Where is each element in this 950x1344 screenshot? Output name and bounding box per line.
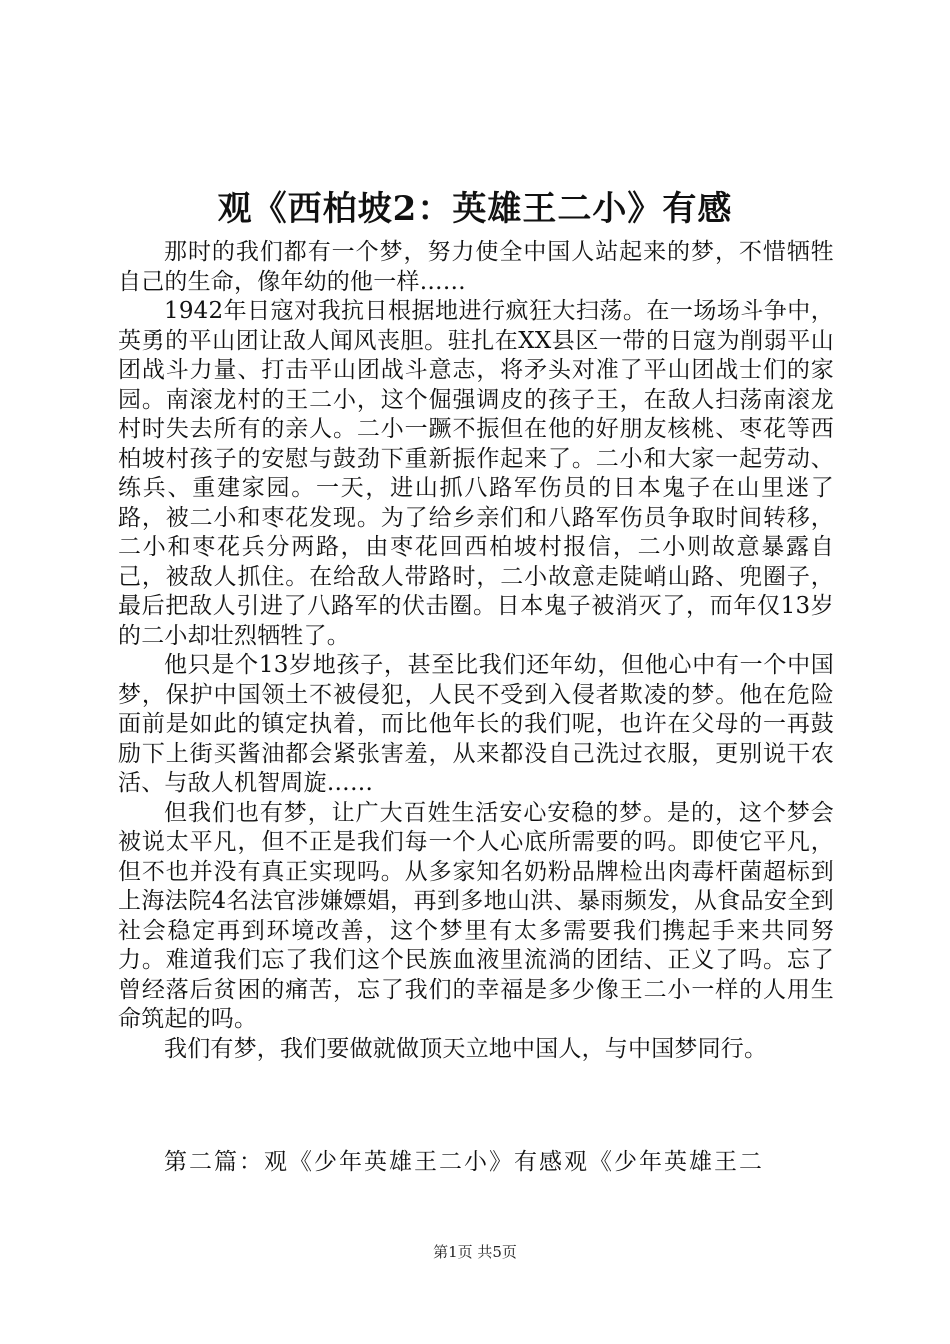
paragraph-4: 但我们也有梦，让广大百姓生活安心安稳的梦。是的，这个梦会被说太平凡，但不正是我们每一个人心底所需要的吗。即使它平凡，但不也并没有真正实现吗。从多家知名奶粉品牌检出肉毒杆菌超标到上海法院4名法官涉嫌嫖娼，再到多地山洪、暴雨频发，从食品安全到社会稳定再到环境改善，这个梦里有太多需要我们携起手来共同努力。难道我们忘了我们这个民族血液里流淌的团结、正义了吗。忘了曾经落后贫困的痛苦，忘了我们的幸福是多少像王二小一样的人用生命筑起的吗。 [118, 799, 834, 1032]
document-title: 观《西柏坡2：英雄王二小》有感 [217, 189, 733, 229]
paragraph-1: 那时的我们都有一个梦，努力使全中国人站起来的梦，不惜牺牲自己的生命，像年幼的他一样…… [118, 239, 834, 295]
document-body [118, 238, 834, 1064]
paragraph-5: 我们有梦，我们要做就做顶天立地中国人，与中国梦同行。 [164, 1035, 768, 1062]
second-article-heading: 第二篇：观《少年英雄王二小》有感观《少年英雄王二 [164, 1149, 764, 1175]
page-number: 第1页 共5页 [433, 1243, 517, 1261]
paragraph-2: 1942年日寇对我抗日根据地进行疯狂大扫荡。在一场场斗争中，英勇的平山团让敌人闻风丧胆。驻扎在XX县区一带的日寇为削弱平山团战斗力量、打击平山团战斗意志，将矛头对准了平山团战士们的家园。南滚龙村的王二小，这个倔强调皮的孩子王，在敌人扫荡南滚龙村时失去所有的亲人。二小一蹶不振但在他的好朋友核桃、枣花等西柏坡村孩子的安慰与鼓劲下重新振作起来了。二小和大家一起劳动、练兵、重建家园。一天，进山抓八路军伤员的日本鬼子在山里迷了路，被二小和枣花发现。为了给乡亲们和八路军伤员争取时间转移，二小和枣花兵分两路，由枣花回西柏坡村报信，二小则故意暴露自己，被敌人抓住。在给敌人带路时，二小故意走陡峭山路、兜圈子，最后把敌人引进了八路军的伏击圈。日本鬼子被消灭了，而年仅13岁的二小却壮烈牺牲了。 [118, 298, 834, 649]
paragraph-3: 他只是个13岁地孩子，甚至比我们还年幼，但他心中有一个中国梦，保护中国领土不被侵犯，人民不受到入侵者欺凌的梦。他在危险面前是如此的镇定执着，而比他年长的我们呢，也许在父母的一再鼓励下上街买酱油都会紧张害羞，从来都没自己洗过衣服，更别说干农活、与敌人机智周旋…… [118, 652, 834, 796]
